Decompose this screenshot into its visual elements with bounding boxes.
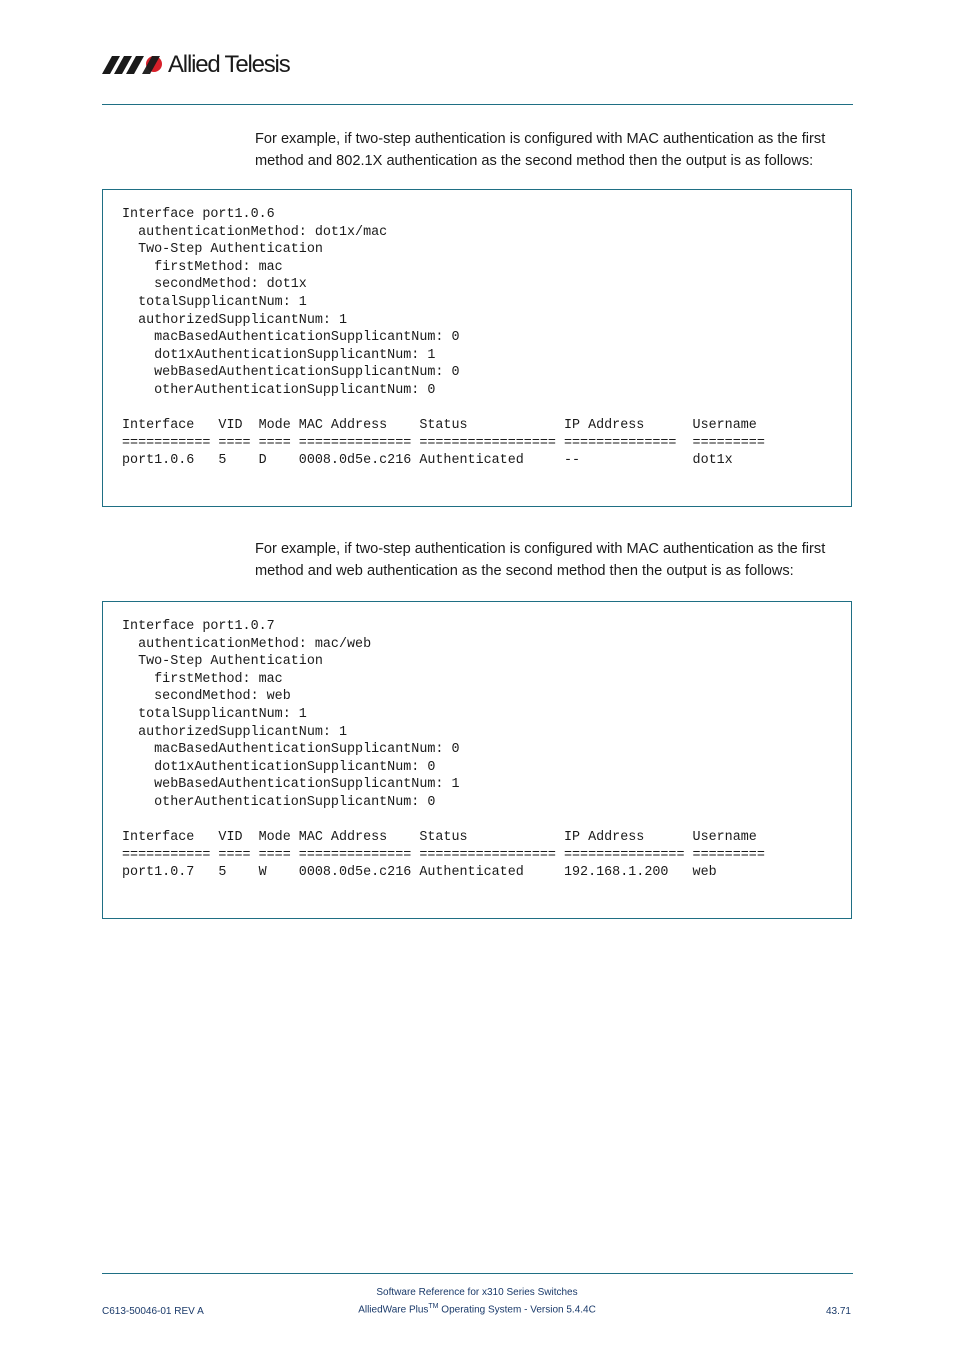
footer-product-name: AlliedWare Plus [358, 1304, 429, 1316]
footer-doc-code: C613-50046-01 REV A [102, 1306, 204, 1317]
footer-os-version: Operating System - Version 5.4.4C [438, 1304, 596, 1316]
intro-paragraph-2: For example, if two-step authentication is configured with MAC authentication as the first method and web authentication as the second method then the output is as follows: [255, 541, 826, 579]
footer-rule [102, 1273, 853, 1274]
intro-paragraph-1: For example, if two-step authentication is configured with MAC authentication as the first method and 802.1X authentication as the second method then the output is as follows: [255, 131, 826, 169]
footer-title-line2 [0, 1303, 954, 1315]
allied-telesis-logo [102, 50, 290, 80]
footer-page-number: 43.71 [825, 1306, 851, 1317]
trademark-sup: TM [428, 1303, 439, 1310]
code-text-2: Interface port1.0.7 authenticationMethod: mac/web Two-Step Authentication firstMethod: mac secondMethod: web totalSupplicantNum: 1 authorizedSupplicantNum: 1 macBasedAuthenticationSupplicantNum: 0 dot1xAuthenticationSupplicantNum: 0 webBasedAuthenticationSupplicantNum: 1 otherAuthenticationSupplicantNum: 0 Interface VID Mode MAC Address Status IP Address Username =========== ==== ==== ============== ================= =============== ========= port1.0.7 5 W 0008.0d5e.c216 Authenticated 192.168.1.200 web [122, 619, 765, 881]
code-example-2 [102, 601, 852, 919]
footer-title-line1: Software Reference for x310 Series Switches [376, 1287, 578, 1298]
code-example-1 [102, 189, 852, 507]
code-text-1: Interface port1.0.6 authenticationMethod: dot1x/mac Two-Step Authentication firstMethod: mac secondMethod: dot1x totalSupplicantNum: 1 authorizedSupplicantNum: 1 macBasedAuthenticationSupplicantNum: 0 dot1xAuthenticationSupplicantNum: 1 webBasedAuthenticationSupplicantNum: 0 otherAuthenticationSupplicantNum: 0 Interface VID Mode MAC Address Status IP Address Username =========== ==== ==== ============== ================= ============== ========= port1.0.6 5 D 0008.0d5e.c216 Authenticated -- dot1x [122, 207, 765, 469]
logo-text: Allied Telesis [168, 51, 290, 78]
header-rule [102, 104, 853, 105]
logo-mark-icon [102, 54, 164, 76]
